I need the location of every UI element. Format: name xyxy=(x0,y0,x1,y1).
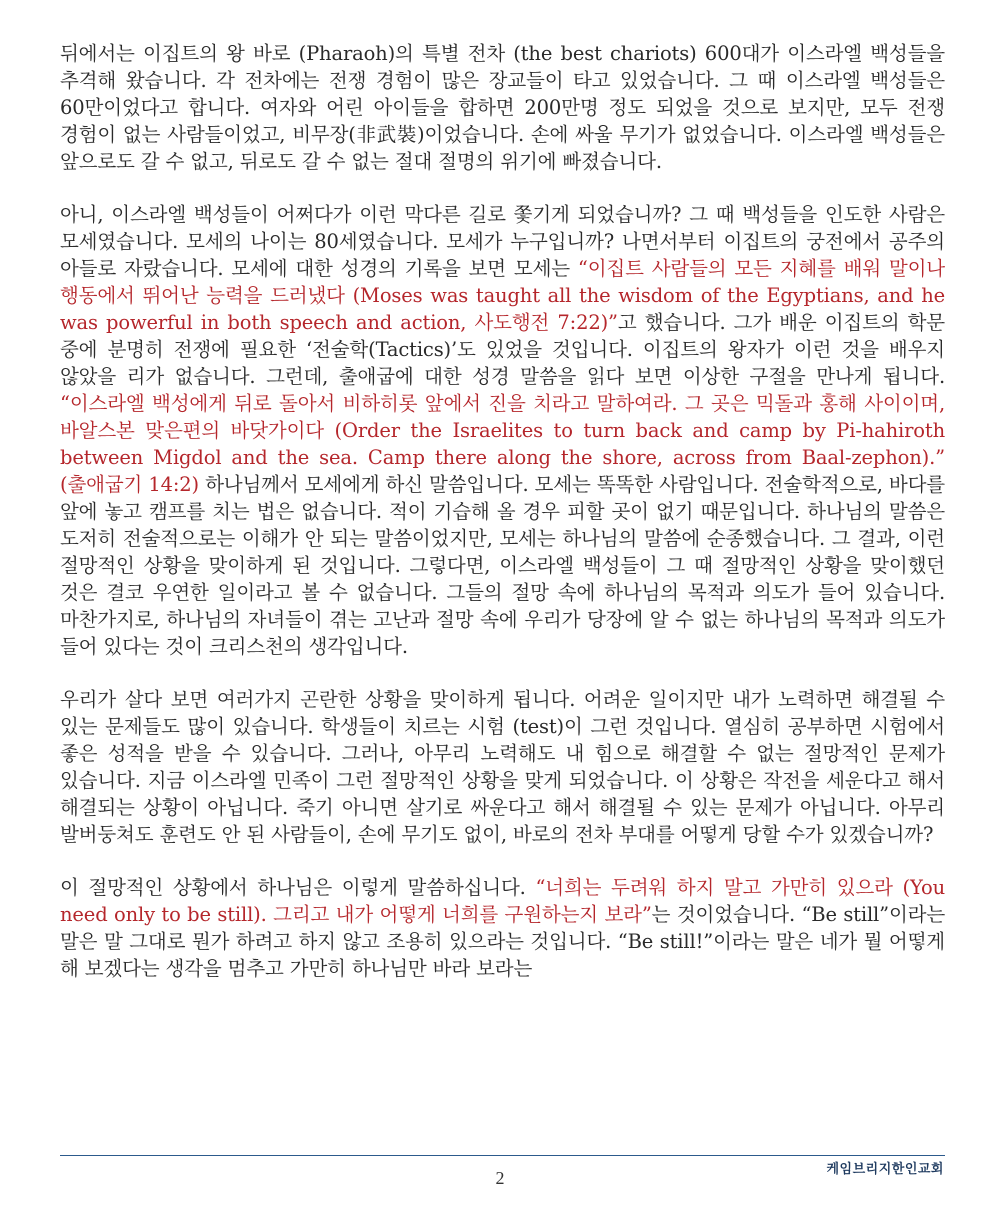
footer-divider xyxy=(60,1155,945,1156)
paragraph-4-text-a: 이 절망적인 상황에서 하나님은 이렇게 말씀하십니다. xyxy=(60,876,536,899)
scripture-quote-exodus: “이스라엘 백성에게 뒤로 돌아서 비하히롯 앞에서 진을 치라고 말하여라. 그 곳은 믹돌과 홍해 사이이며, 바알스본 맞은편의 바닷가이다 (Order the Israelites to turn back and camp by Pi-hahiroth between Migdol and the sea. Camp there along the shore, across from Baal-zephon).” (출애굽기 14:2) xyxy=(60,392,945,496)
page-number: 2 xyxy=(495,1168,505,1188)
paragraph-1 xyxy=(60,40,945,175)
paragraph-2-text-a: 아니, 이스라엘 백성들이 어쩌다가 이런 막다른 길로 쫓기게 되었습니까? 그 때 백성들을 인도한 사람은 모세였습니다. 모세의 나이는 80세였습니다. 모세가 누구입니까? 나면서부터 이집트의 궁전에서 공주의 아들로 자랐습니다. 모세에 대한 성경의 기록을 보면 모세는 xyxy=(60,203,945,280)
paragraph-3-text: 우리가 살다 보면 여러가지 곤란한 상황을 맞이하게 됩니다. 어려운 일이지만 내가 노력하면 해결될 수 있는 문제들도 많이 있습니다. 학생들이 치르는 시험 (test)이 그런 것입니다. 열심히 공부하면 시험에서 좋은 성적을 받을 수 있습니다. 그러나, 아무리 노력해도 내 힘으로 해결할 수 없는 절망적인 문제가 있습니다. 지금 이스라엘 민족이 그런 절망적인 상황을 맞게 되었습니다. 이 상황은 작전을 세운다고 해서 해결되는 상황이 아닙니다. 죽기 아니면 살기로 싸운다고 해서 해결될 수 있는 문제가 아닙니다. 아무리 발버둥쳐도 훈련도 안 된 사람들이, 손에 무기도 없이, 바로의 전차 부대를 어떻게 당할 수가 있겠습니까? xyxy=(60,688,945,846)
paragraph-4 xyxy=(60,874,945,982)
paragraph-3 xyxy=(60,686,945,848)
paragraph-4-text-b: 는 것이었습니다. “Be still”이라는 말은 말 그대로 뭔가 하려고 하지 않고 조용히 있으라는 것입니다. “Be still!”이라는 말은 네가 뭘 어떻게 해 보겠다는 생각을 멈추고 가만히 하나님만 바라 보라는 xyxy=(60,903,946,980)
paragraph-2-text-c: 하나님께서 모세에게 하신 말씀입니다. 모세는 똑똑한 사람입니다. 전술학적으로, 바다를 앞에 놓고 캠프를 치는 법은 없습니다. 적이 기습해 올 경우 피할 곳이 없기 때문입니다. 하나님의 말씀은 도저히 전술적으로는 이해가 안 되는 말씀이었지만, 모세는 하나님의 말씀에 순종했습니다. 그 결과, 이런 절망적인 상황을 맞이하게 된 것입니다. 그렇다면, 이스라엘 백성들이 그 때 절망적인 상황을 맞이했던 것은 결코 우연한 일이라고 볼 수 없습니다. 그들의 절망 속에 하나님의 목적과 의도가 들어 있습니다. 마찬가지로, 하나님의 자녀들이 겪는 고난과 절망 속에 우리가 당장에 알 수 없는 하나님의 목적과 의도가 들어 있다는 것이 크리스천의 생각입니다. xyxy=(60,473,945,658)
paragraph-2 xyxy=(60,201,945,660)
scripture-quote-be-still: “너희는 두려워 하지 말고 가만히 있으라 (You need only to be still). 그리고 내가 어떻게 너희를 구원하는지 보라” xyxy=(60,876,945,926)
paragraph-2-text-b: 고 했습니다. 그가 배운 이집트의 학문 중에 분명히 전쟁에 필요한 ‘전술학(Tactics)’도 있었을 것입니다. 이집트의 왕자가 이런 것을 배우지 않았을 리가 없습니다. 그런데, 출애굽에 대한 성경 말씀을 읽다 보면 이상한 구절을 만나게 됩니다. xyxy=(60,311,945,388)
paragraph-1-text: 뒤에서는 이집트의 왕 바로 (Pharaoh)의 특별 전차 (the best chariots) 600대가 이스라엘 백성들을 추격해 왔습니다. 각 전차에는 전쟁 경험이 많은 장교들이 타고 있었습니다. 그 때 이스라엘 백성들은 60만이었다고 합니다. 여자와 어린 아이들을 합하면 200만명 정도 되었을 것으로 보지만, 모두 전쟁 경험이 없는 사람들이었고, 비무장(非武裝)이었습니다. 손에 싸울 무기가 없었습니다. 이스라엘 백성들은 앞으로도 갈 수 없고, 뒤로도 갈 수 없는 절대 절명의 위기에 빠졌습니다. xyxy=(60,42,945,173)
church-name: 케임브리지한인교회 xyxy=(826,1162,944,1177)
document-body xyxy=(60,40,945,1008)
scripture-quote-acts: “이집트 사람들의 모든 지혜를 배워 말이나 행동에서 뛰어난 능력을 드러냈다 (Moses was taught all the wisdom of the Egyptians, and he was powerful in both speech and action, 사도행전 7:22)” xyxy=(60,257,945,334)
